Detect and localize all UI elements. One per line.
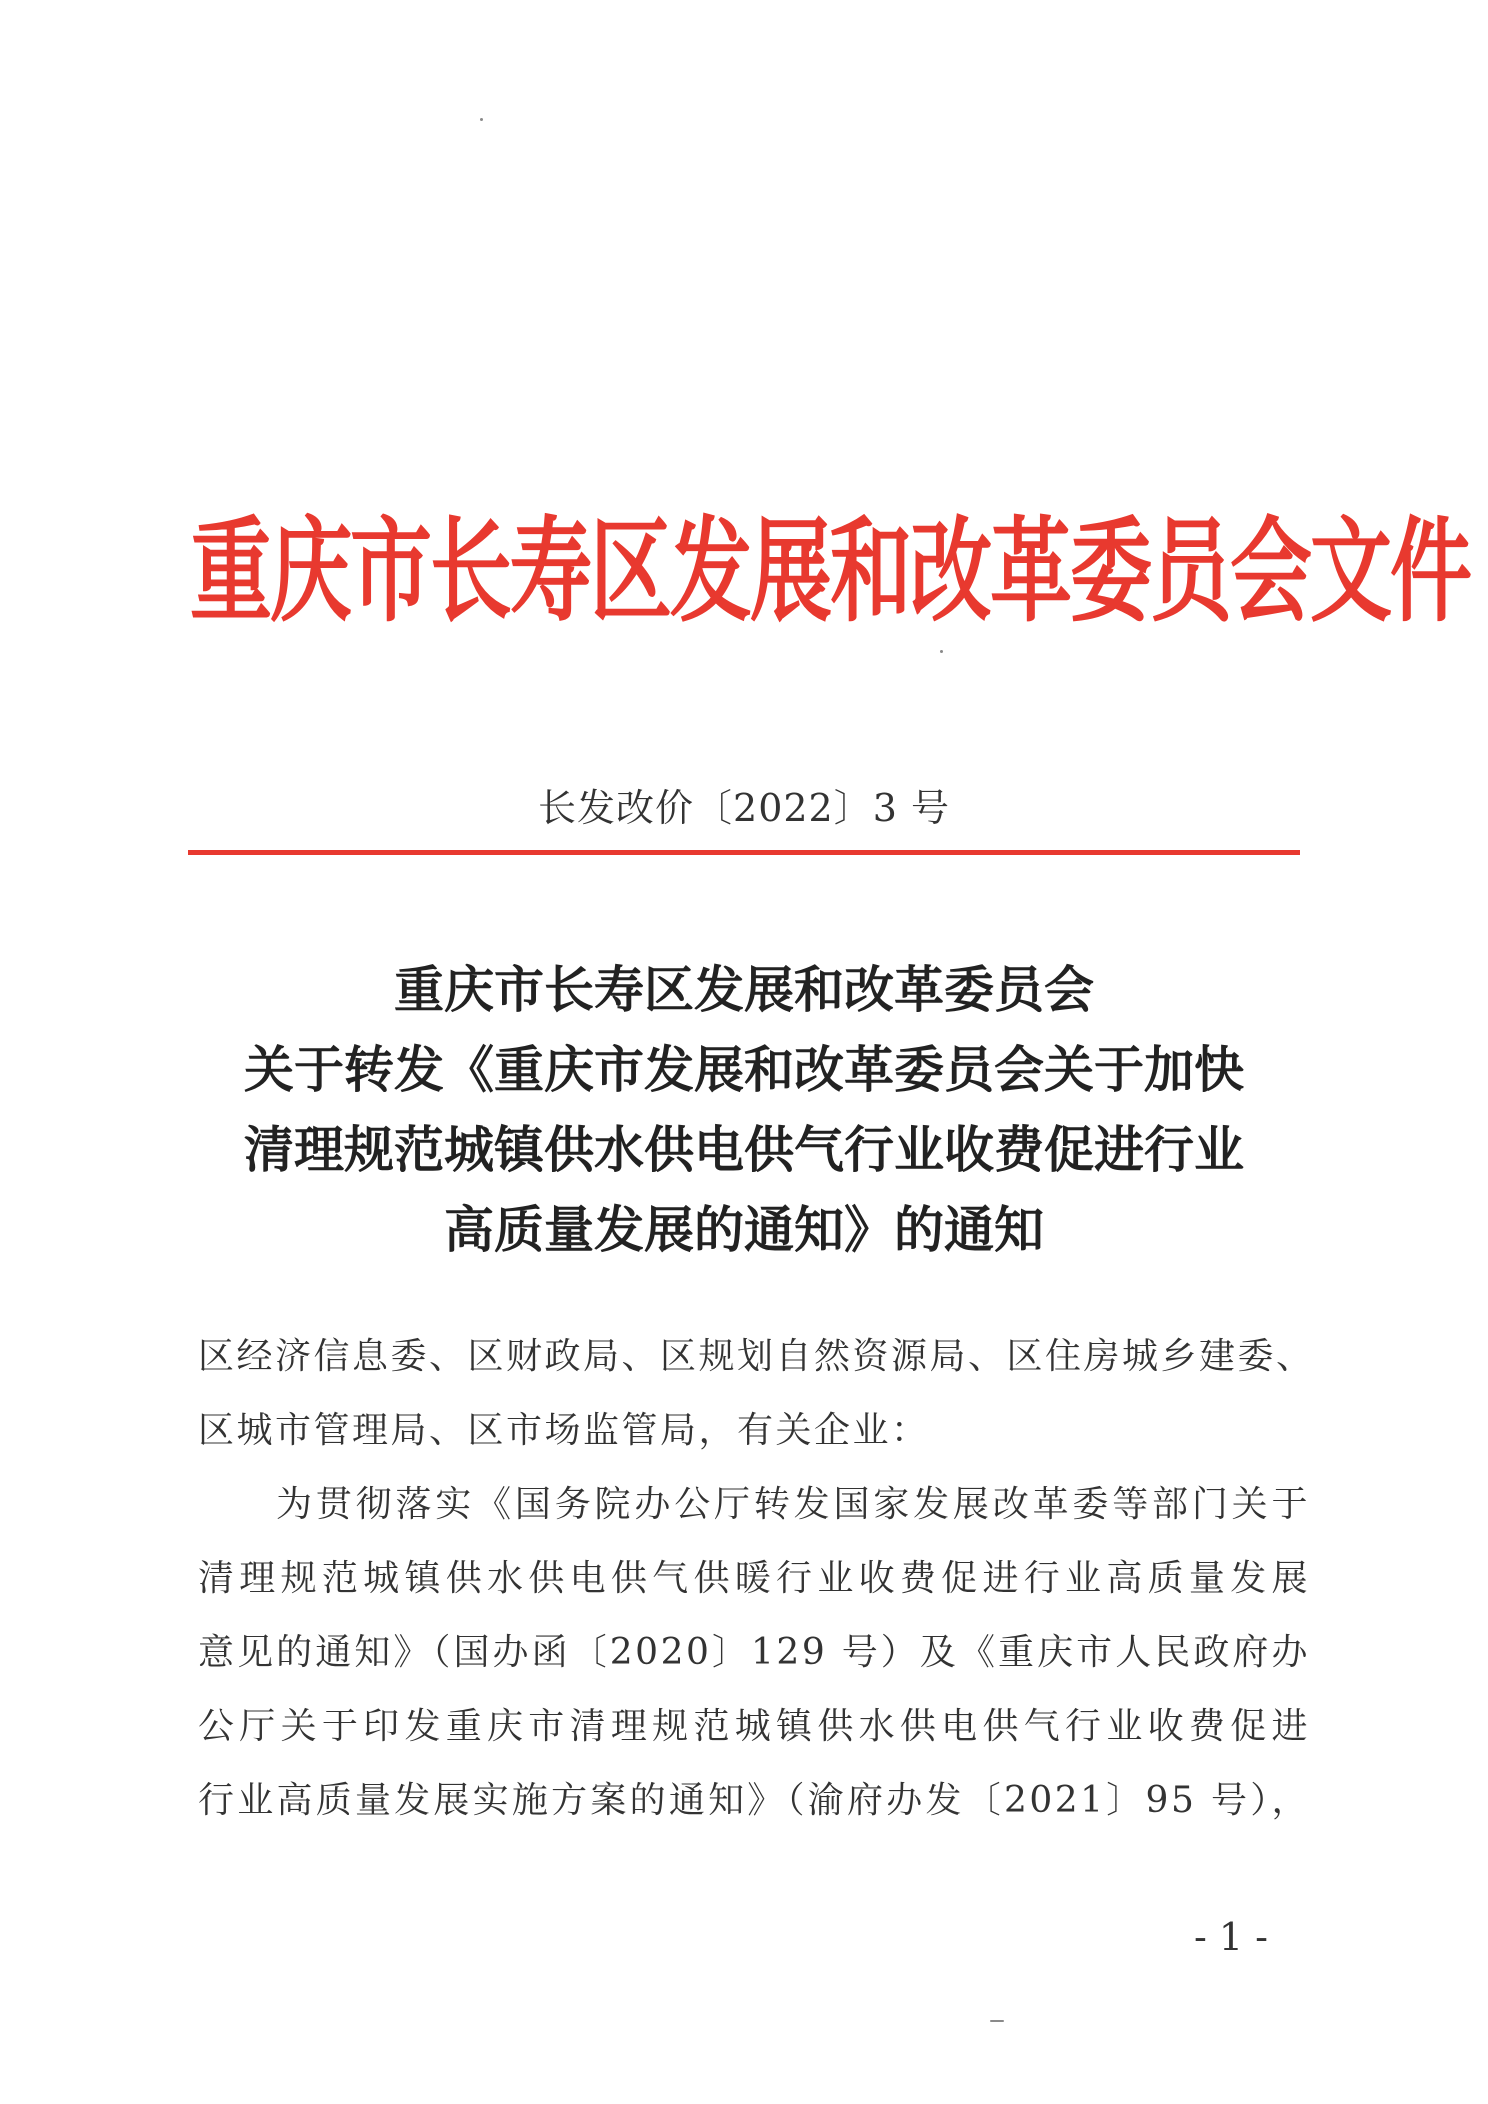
title-line-4: 高质量发展的通知》的通知	[444, 1201, 1044, 1259]
document-number: 长发改价〔2022〕3 号	[538, 786, 950, 830]
paragraph-line-4: 公厅关于印发重庆市清理规范城镇供水供电供气行业收费促进	[198, 1706, 1310, 1747]
paragraph-line-3: 意见的通知》（国办函〔2020〕129 号）及《重庆市人民政府办	[198, 1632, 1310, 1673]
paragraph-line-2: 清理规范城镇供水供电供气供暖行业收费促进行业高质量发展	[198, 1558, 1310, 1599]
scan-speck	[480, 118, 483, 121]
scan-speck	[990, 2020, 1004, 2022]
addressee-line-1: 区经济信息委、区财政局、区规划自然资源局、区住房城乡建委、	[198, 1336, 1315, 1377]
red-masthead-title: 重庆市长寿区发展和改革委员会文件	[190, 506, 1471, 638]
document-title	[150, 950, 1338, 1270]
scan-speck	[940, 650, 943, 653]
addressee-line-2: 区城市管理局、区市场监管局，有关企业：	[198, 1410, 930, 1451]
paragraph-line-5: 行业高质量发展实施方案的通知》（渝府办发〔2021〕95 号），	[198, 1780, 1310, 1821]
title-line-3: 清理规范城镇供水供电供气行业收费促进行业	[244, 1121, 1244, 1179]
red-divider-line	[188, 850, 1300, 855]
paragraph-line-1: 为贯彻落实《国务院办公厅转发国家发展改革委等部门关于	[276, 1484, 1310, 1525]
title-line-2: 关于转发《重庆市发展和改革委员会关于加快	[244, 1041, 1244, 1099]
title-line-1: 重庆市长寿区发展和改革委员会	[394, 961, 1094, 1019]
page-number: - 1 -	[1193, 1915, 1268, 1959]
document-body	[198, 1320, 1315, 1838]
